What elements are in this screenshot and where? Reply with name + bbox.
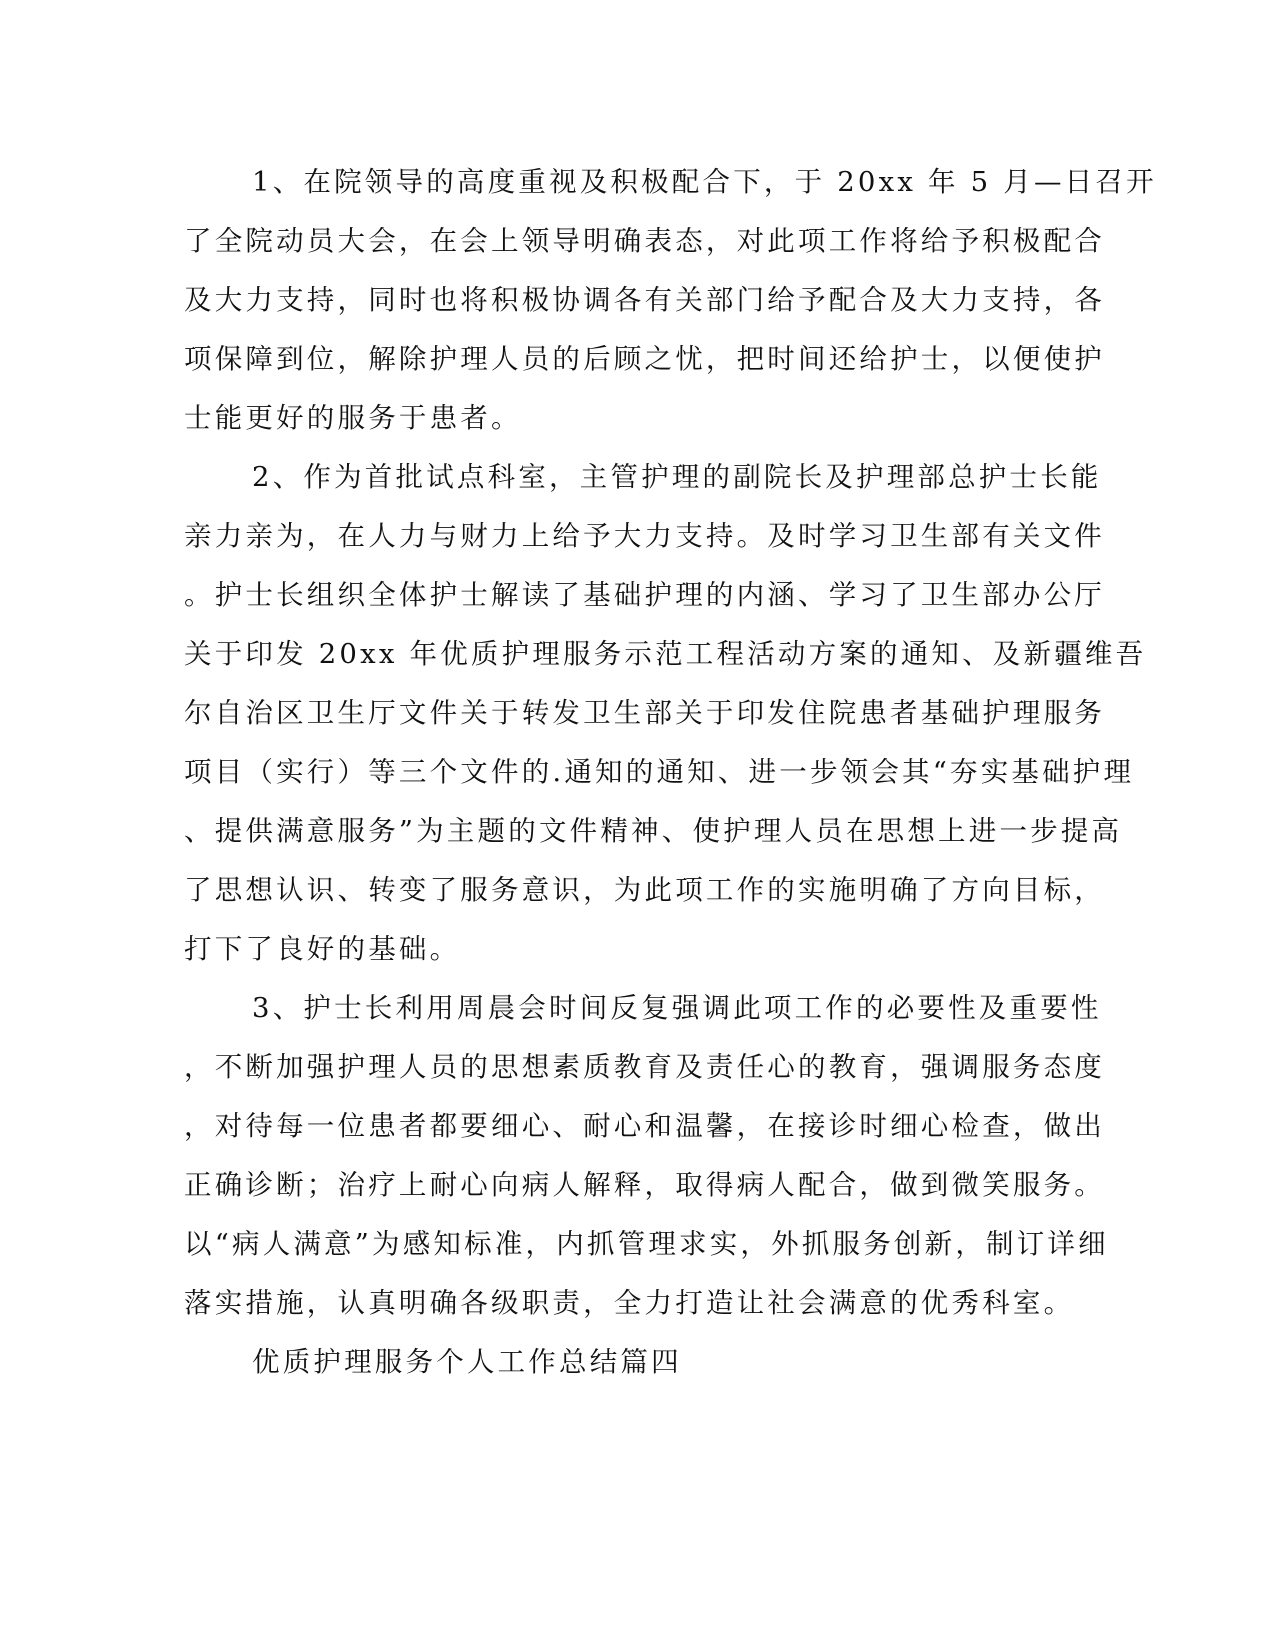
paragraph-line: 2、作为首批试点科室，主管护理的副院长及护理部总护士长能 xyxy=(252,461,1102,493)
paragraph-line: 以“病人满意”为感知标准，内抓管理求实，外抓服务创新，制订详细 xyxy=(184,1228,1109,1260)
paragraph-1 xyxy=(184,153,1157,448)
paragraph-line: 1、在院领导的高度重视及积极配合下，于 20xx 年 5 月—日召开 xyxy=(252,166,1157,198)
paragraph-line: 项保障到位，解除护理人员的后顾之忧，把时间还给护士，以便使护 xyxy=(184,343,1105,375)
paragraph-line: 、提供满意服务”为主题的文件精神、使护理人员在思想上进一步提高 xyxy=(184,815,1123,847)
paragraph-line: 亲力亲为，在人力与财力上给予大力支持。及时学习卫生部有关文件 xyxy=(184,520,1105,552)
paragraph-line: 及大力支持，同时也将积极协调各有关部门给予配合及大力支持，各 xyxy=(184,284,1105,316)
paragraph-line: ，对待每一位患者都要细心、耐心和温馨，在接诊时细心检查，做出 xyxy=(184,1110,1105,1142)
paragraph-3 xyxy=(184,979,1109,1333)
paragraph-line: 。护士长组织全体护士解读了基础护理的内涵、学习了卫生部办公厅 xyxy=(184,579,1105,611)
paragraph-2 xyxy=(184,448,1147,979)
paragraph-line: 了全院动员大会，在会上领导明确表态，对此项工作将给予积极配合 xyxy=(184,225,1105,257)
paragraph-line: 打下了良好的基础。 xyxy=(184,933,461,965)
paragraph-line: 了思想认识、转变了服务意识，为此项工作的实施明确了方向目标， xyxy=(184,874,1105,906)
paragraph-line: 项目（实行）等三个文件的.通知的通知、进一步领会其“夯实基础护理 xyxy=(184,756,1135,788)
paragraph-line: ，不断加强护理人员的思想素质教育及责任心的教育，强调服务态度 xyxy=(184,1051,1105,1083)
section-heading: 优质护理服务个人工作总结篇四 xyxy=(252,1346,682,1378)
document-body xyxy=(184,153,1157,1392)
paragraph-line: 关于印发 20xx 年优质护理服务示范工程活动方案的通知、及新疆维吾 xyxy=(184,638,1147,670)
paragraph-line: 尔自治区卫生厅文件关于转发卫生部关于印发住院患者基础护理服务 xyxy=(184,697,1105,729)
paragraph-line: 3、护士长利用周晨会时间反复强调此项工作的必要性及重要性 xyxy=(252,992,1102,1024)
paragraph-line: 正确诊断；治疗上耐心向病人解释，取得病人配合，做到微笑服务。 xyxy=(184,1169,1105,1201)
paragraph-line: 士能更好的服务于患者。 xyxy=(184,402,522,434)
paragraph-line: 落实措施，认真明确各级职责，全力打造让社会满意的优秀科室。 xyxy=(184,1287,1075,1319)
